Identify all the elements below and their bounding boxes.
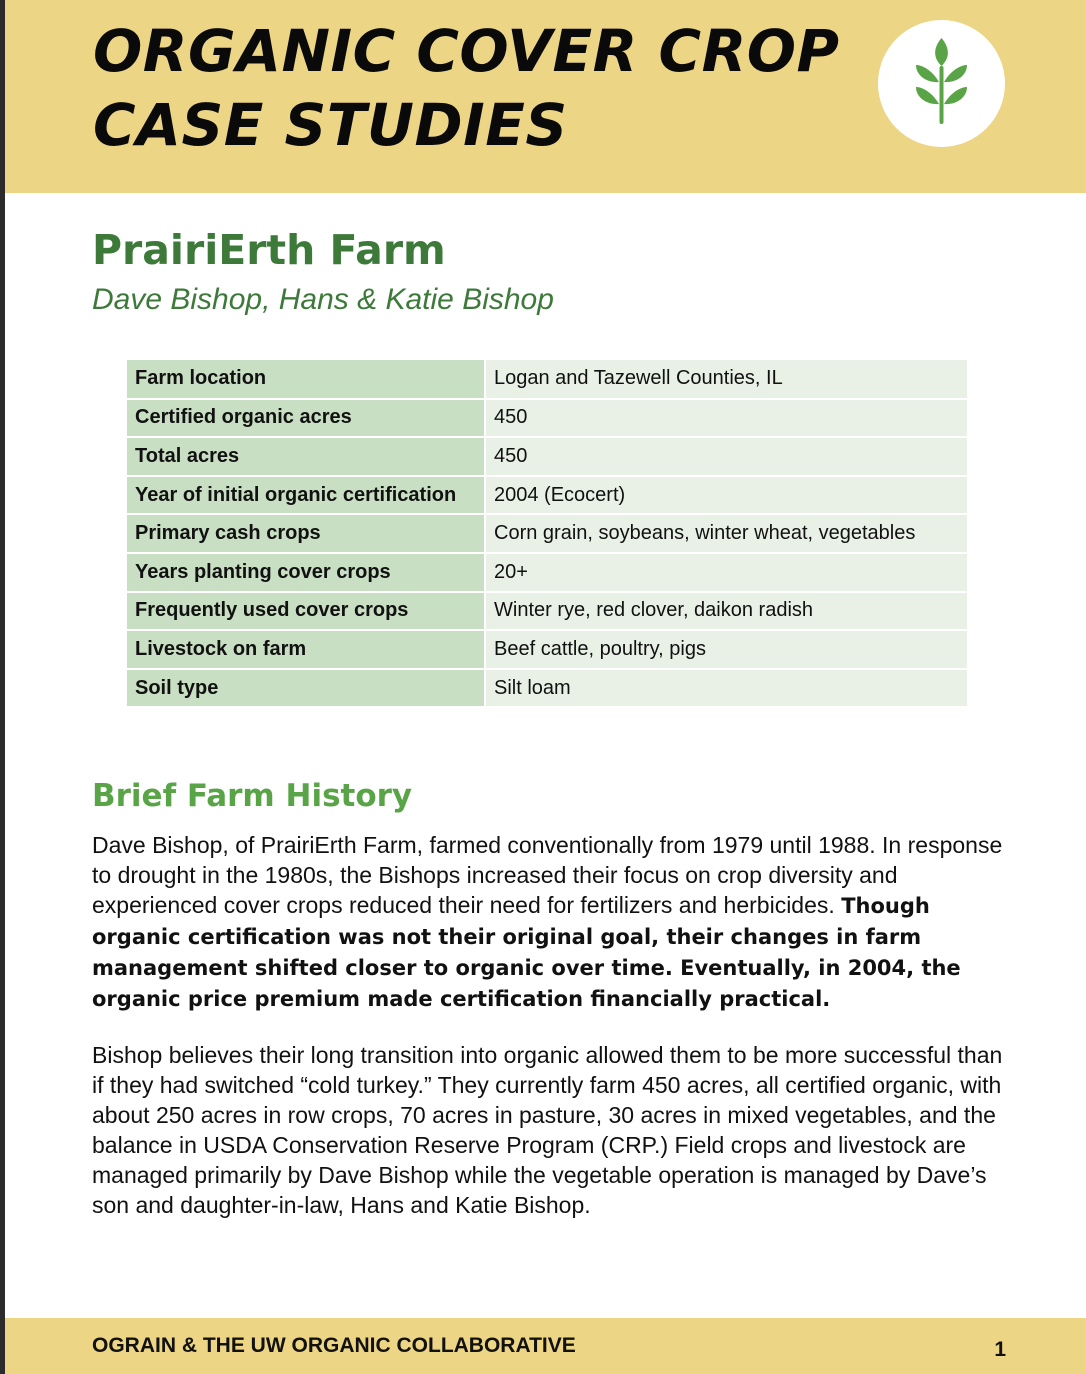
page-title [93, 14, 840, 162]
page-footer [5, 1318, 1086, 1374]
history-paragraph-2: Bishop believes their long transition into organic allowed them to be more successful than if they had switched “cold turkey.” They currently farm 450 acres, all certified organic, with about 250 acres in row crops, 70 acres in pasture, 30 acres in mixed vegetables, and the balance in USDA Conservation Reserve Program (CRP.) Field crops and livestock are managed primarily by Dave Bishop while the vegetable operation is managed by Dave’s son and daughter-in-law, Hans and Katie Bishop. [92, 1042, 1003, 1218]
page-header [5, 0, 1086, 193]
table-row [127, 360, 967, 399]
logo [878, 20, 1005, 147]
fact-label: Frequently used cover crops [127, 592, 485, 631]
footer-org: OGRAIN & THE UW ORGANIC COLLABORATIVE [92, 1334, 576, 1357]
page-number: 1 [994, 1338, 1006, 1361]
farm-owners: Dave Bishop, Hans & Katie Bishop [92, 283, 554, 316]
fact-value: 450 [485, 437, 967, 476]
table-row [127, 553, 967, 592]
fact-value: Beef cattle, poultry, pigs [485, 630, 967, 669]
page-title-line-1: ORGANIC COVER CROP [93, 17, 840, 85]
fact-label: Livestock on farm [127, 630, 485, 669]
table-row [127, 669, 967, 708]
fact-value: Corn grain, soybeans, winter wheat, vegetables [485, 514, 967, 553]
fact-value: 450 [485, 399, 967, 438]
farm-facts-table [127, 360, 967, 708]
fact-value: Logan and Tazewell Counties, IL [485, 360, 967, 399]
history-paragraph-1 [92, 830, 1007, 1014]
history-heading: Brief Farm History [92, 778, 413, 814]
history-paragraph-1-emphasis: Though organic certification was not their original goal, their changes in farm management shifted closer to organic over time. Eventually, in 2004, the organic price premium made certification financially practical. [92, 894, 961, 1011]
fact-label: Soil type [127, 669, 485, 708]
table-row [127, 476, 967, 515]
wheat-sprout-icon [878, 20, 1005, 147]
fact-value: Silt loam [485, 669, 967, 708]
fact-value: Winter rye, red clover, daikon radish [485, 592, 967, 631]
table-row [127, 630, 967, 669]
fact-value: 2004 (Ecocert) [485, 476, 967, 515]
history-paragraph-1-text: Dave Bishop, of PrairiErth Farm, farmed conventionally from 1979 until 1988. In response to drought in the 1980s, the Bishops increased their focus on crop diversity and experienced cover crops reduced their need for fertilizers and herbicides. [92, 832, 1003, 918]
table-row [127, 592, 967, 631]
table-row [127, 514, 967, 553]
table-row [127, 437, 967, 476]
page-title-line-2: CASE STUDIES [93, 91, 568, 159]
farm-name: PrairiErth Farm [92, 226, 446, 274]
fact-label: Total acres [127, 437, 485, 476]
fact-value: 20+ [485, 553, 967, 592]
fact-label: Certified organic acres [127, 399, 485, 438]
page-edge [0, 0, 5, 1374]
fact-label: Years planting cover crops [127, 553, 485, 592]
fact-label: Primary cash crops [127, 514, 485, 553]
fact-label: Farm location [127, 360, 485, 399]
table-row [127, 399, 967, 438]
fact-label: Year of initial organic certification [127, 476, 485, 515]
